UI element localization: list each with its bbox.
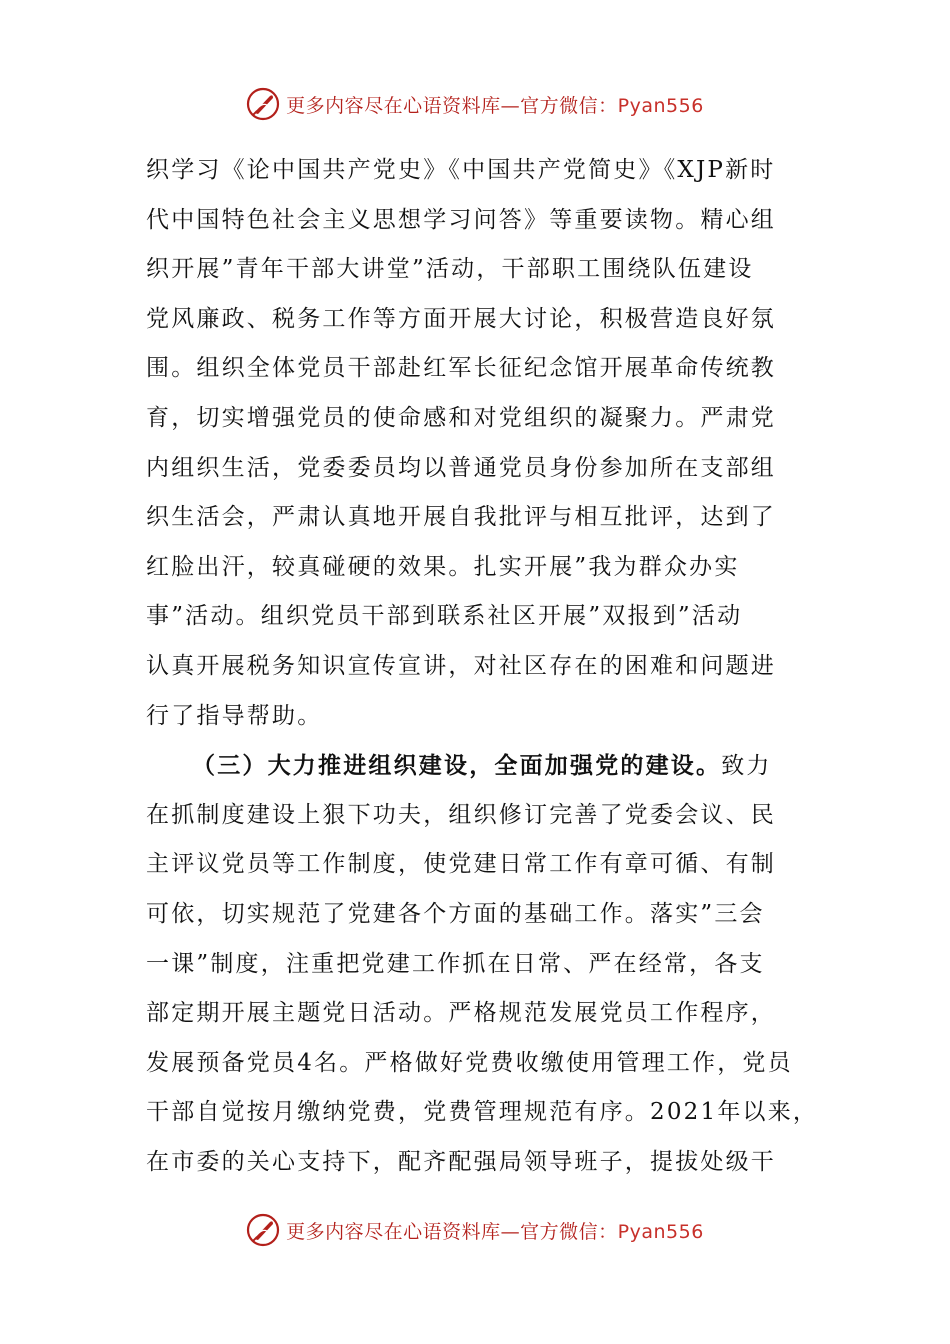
watermark-text: 更多内容尽在心语资料库—官方微信：Pyan556 [286, 94, 704, 117]
text-line: 干部自觉按月缴纳党费，党费管理规范有序。2021年以来， [146, 1099, 819, 1126]
text-line: 织开展”青年干部大讲堂”活动，干部职工围绕队伍建设 [146, 256, 754, 283]
text-line: 事”活动。组织党员干部到联系社区开展”双报到”活动 [146, 603, 743, 630]
text-line: 一课”制度，注重把党建工作抓在日常、严在经常，各支 [146, 950, 765, 977]
section-heading: （三）大力推进组织建设，全面加强党的建设。 [192, 752, 722, 780]
text-line: 党风廉政、税务工作等方面开展大讨论，积极营造良好氛 [146, 305, 776, 332]
text-line: 认真开展税务知识宣传宣讲，对社区存在的困难和问题进 [146, 652, 776, 679]
section-heading-line [146, 741, 826, 791]
text-line: 在抓制度建设上狠下功夫，组织修订完善了党委会议、民 [146, 801, 776, 828]
section-heading-tail: 致力 [721, 753, 772, 780]
text-line: 内组织生活，党委委员均以普通党员身份参加所在支部组 [146, 454, 776, 481]
text-line: 行了指导帮助。 [146, 702, 323, 729]
document-body [146, 146, 826, 1187]
text-line: 围。组织全体党员干部赴红军长征纪念馆开展革命传统教 [146, 355, 776, 382]
text-line: 织学习《论中国共产党史》《中国共产党简史》《XJP新时 [146, 157, 776, 183]
watermark-text: 更多内容尽在心语资料库—官方微信：Pyan556 [286, 1220, 704, 1243]
watermark-wechat-id: Pyan556 [617, 94, 704, 117]
text-line: 主评议党员等工作制度，使党建日常工作有章可循、有制 [146, 851, 776, 878]
text-line: 在市委的关心支持下，配齐配强局领导班子，提拔处级干 [146, 1148, 776, 1175]
text-line: 代中国特色社会主义思想学习问答》等重要读物。精心组 [146, 206, 776, 233]
text-line: 红脸出汗，较真碰硬的效果。扎实开展”我为群众办实 [146, 553, 740, 580]
footer-watermark [0, 1210, 950, 1250]
watermark-wechat-id: Pyan556 [617, 1220, 704, 1243]
quill-logo-icon [246, 87, 280, 121]
header-watermark [0, 84, 950, 124]
text-line: 育，切实增强党员的使命感和对党组织的凝聚力。严肃党 [146, 404, 776, 431]
quill-logo-icon [246, 1213, 280, 1247]
text-line: 织生活会，严肃认真地开展自我批评与相互批评，达到了 [146, 504, 776, 531]
text-line: 发展预备党员4名。严格做好党费收缴使用管理工作，党员 [146, 1049, 793, 1076]
text-line: 部定期开展主题党日活动。严格规范发展党员工作程序， [146, 1000, 776, 1027]
text-line: 可依，切实规范了党建各个方面的基础工作。落实”三会 [146, 900, 765, 927]
